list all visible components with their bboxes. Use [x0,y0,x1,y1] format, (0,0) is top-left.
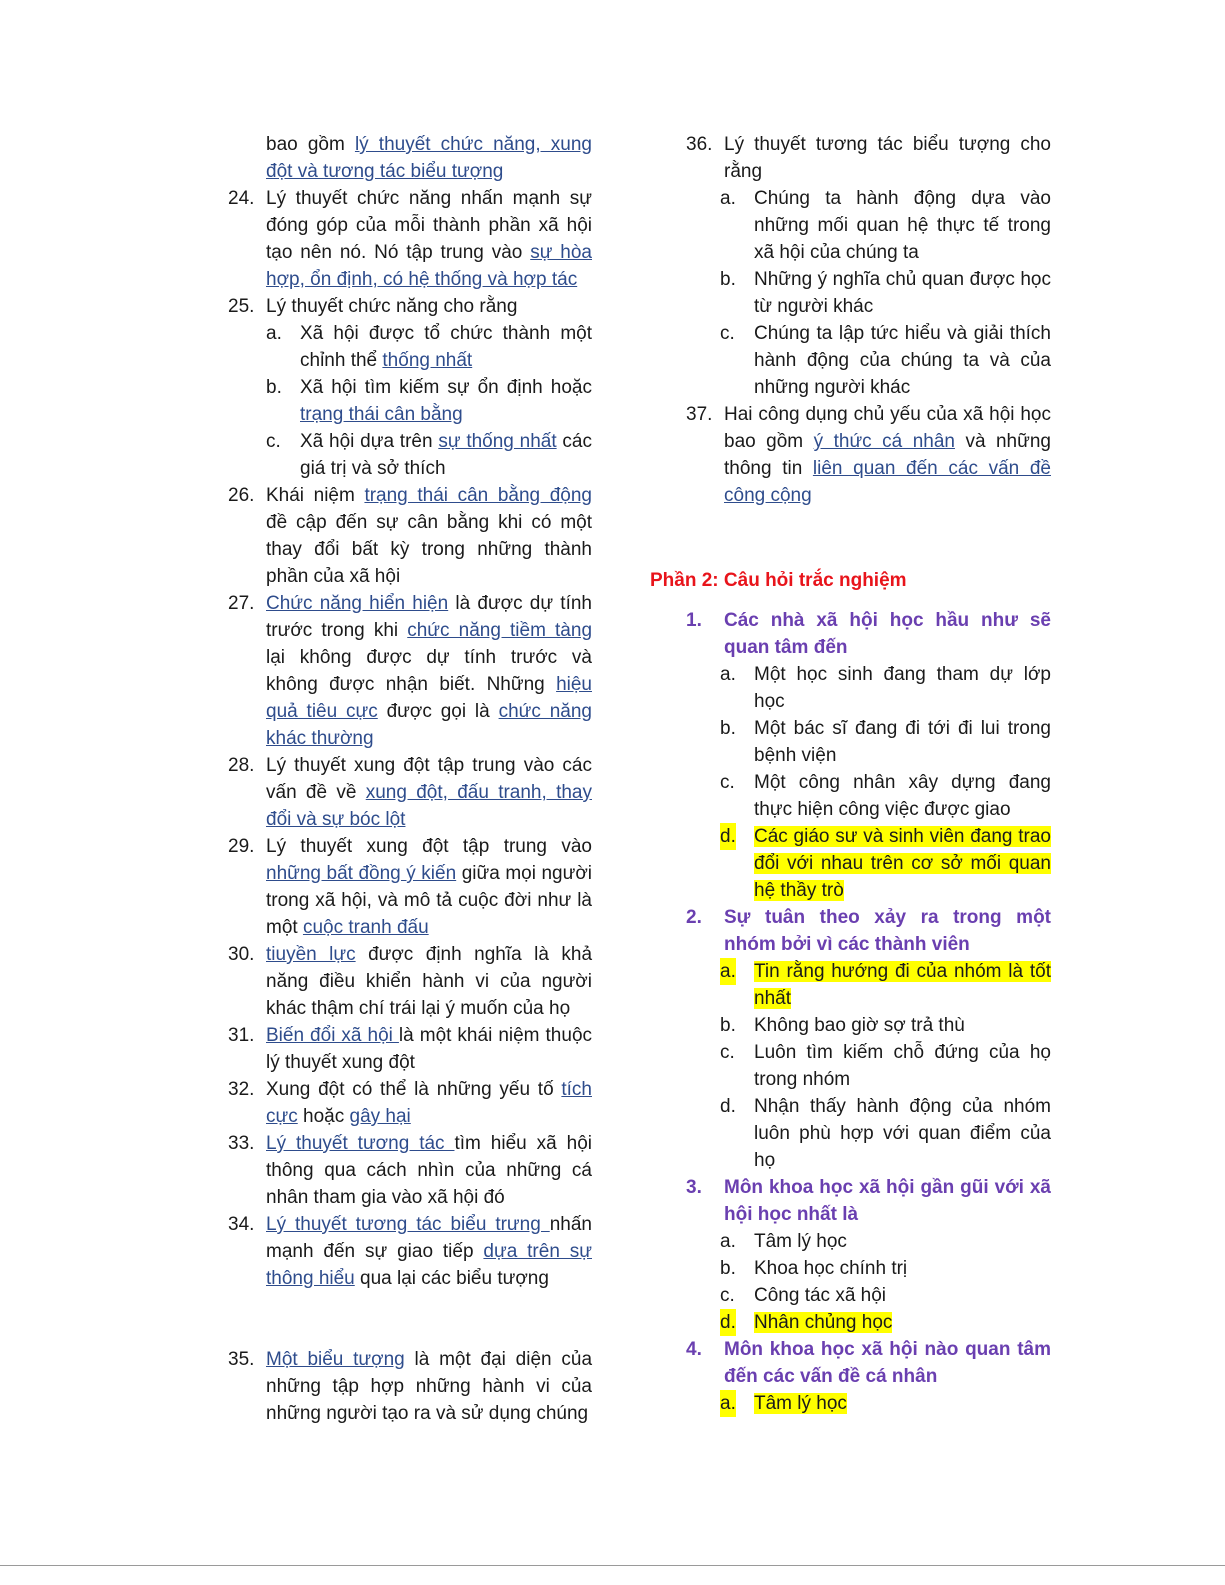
item-number: 36. [686,134,713,155]
item-number: 34. [228,1214,255,1235]
item-text: là được dự tính trước trong khi [266,593,592,641]
option-letter: d. [720,823,736,850]
option-letter: d. [720,1309,736,1336]
option-letter: a. [720,958,736,985]
item-text: Lý thuyết chức năng nhấn mạnh sự đóng góp của mỗi thành phần xã hội tạo nên nó. Nó tập trung vào [266,188,592,263]
sub-text: Xã hội được tổ chức thành một chỉnh thể [300,323,592,371]
item-number: 33. [228,1133,255,1154]
sub-text-tail: các giá trị và sở thích [300,431,592,479]
list-item-37 [686,401,1051,509]
item-answer: những bất đồng ý kiến [266,863,457,884]
sub-item-25c [266,428,592,482]
option-2a-correct [720,958,1051,1012]
option-letter: b. [720,1015,736,1036]
item-number: 30. [228,944,255,965]
option-1c [720,769,1051,823]
sub-answer: trạng thái cân bằng [300,404,463,425]
item-text: và những thông tin [724,431,1051,479]
question-3 [686,1174,1051,1228]
list-item-28 [228,752,592,833]
list-item-32 [228,1076,592,1130]
right-column [650,131,1051,1417]
option-text: Nhân chủng học [754,1312,893,1333]
item-answer: ý thức cá nhân [813,431,955,452]
sub-letter: b. [720,269,736,290]
question-text: Các nhà xã hội học hầu như sẽ quan tâm đến [724,610,1051,658]
option-1a [720,661,1051,715]
item-number: 37. [686,404,713,425]
item-text: hoặc [297,1106,350,1127]
item-text: Lý thuyết tương tác biểu tượng cho rằng [724,134,1051,182]
option-letter: a. [720,1231,736,1252]
list-item-24 [228,185,592,293]
item-number: 25. [228,296,255,317]
option-2b [720,1012,1051,1039]
option-letter: d. [720,1096,736,1117]
option-text: Một học sinh đang tham dự lớp học [754,664,1051,712]
item-answer: tiuyền lực [266,944,356,965]
item-text: là một đại diện của những tập hợp những hành vi của những người tạo ra và sử dụng chúng [266,1349,593,1424]
item-number: 31. [228,1025,255,1046]
item-answer: Lý thuyết tương tác biểu trưng [266,1214,550,1235]
item-text: qua lại các biểu tượng [354,1268,549,1289]
page-bottom-divider [0,1565,1225,1566]
option-text: Không bao giờ sợ trả thù [754,1015,965,1036]
item-number: 26. [228,485,255,506]
list-item-36 [686,131,1051,185]
item-answer: cuộc tranh đấu [302,917,429,938]
question-number: 3. [686,1177,702,1198]
item-answer: xung đột, đấu tranh, thay đổi và sự bóc lột [266,782,592,830]
sub-item-25a [266,320,592,374]
sub-letter: c. [266,431,281,452]
item-answer: Một biểu tượng [266,1349,405,1370]
question-text: Sự tuân theo xảy ra trong một nhóm bởi vì các thành viên [724,907,1051,955]
question-2 [686,904,1051,958]
item-answer: chức năng tiềm tàng [407,620,593,641]
left-column [228,131,592,1427]
option-text: Công tác xã hội [754,1285,887,1306]
item-text: Hai công dụng chủ yếu của xã hội học bao gồm [724,404,1051,452]
question-text: Môn khoa học xã hội gần gũi với xã hội học nhất là [724,1177,1051,1225]
sub-item-25b [266,374,592,428]
list-item-30 [228,941,592,1022]
item-text: nhấn mạnh đến sự giao tiếp [266,1214,592,1262]
item-text: được gọi là [377,701,499,722]
item-answer: Lý thuyết tương tác [266,1133,455,1154]
option-3a [720,1228,1051,1255]
option-4a-correct [720,1390,1051,1417]
sub-text: Chúng ta hành động dựa vào những mối quan hệ thực tế trong xã hội của chúng ta [754,188,1051,263]
intro-paragraph [266,131,592,185]
option-letter: c. [720,772,735,793]
item-text: Lý thuyết xung đột tập trung vào [266,836,592,857]
item-text: Lý thuyết chức năng cho rằng [266,296,518,317]
option-2c [720,1039,1051,1093]
item-answer: gây hại [349,1106,411,1127]
list-item-34 [228,1211,592,1292]
sub-text: Những ý nghĩa chủ quan được học từ người khác [754,269,1051,317]
sub-letter: c. [720,323,735,344]
question-text: Môn khoa học xã hội nào quan tâm đến các vấn đề cá nhân [724,1339,1051,1387]
question-number: 4. [686,1339,702,1360]
question-number: 2. [686,907,702,928]
item-number: 24. [228,188,255,209]
item-text: Lý thuyết xung đột tập trung vào các vấn đề về [266,755,592,803]
section-title: Phần 2: Câu hỏi trắc nghiệm [650,570,907,591]
option-3c [720,1282,1051,1309]
item-answer: Chức năng hiển hiện [266,593,449,614]
question-4 [686,1336,1051,1390]
list-item-26 [228,482,592,590]
item-text: Khái niệm [266,485,365,506]
sub-letter: a. [266,323,282,344]
item-number: 29. [228,836,255,857]
sub-text: Chúng ta lập tức hiểu và giải thích hành động của chúng ta và của những người khác [754,323,1051,398]
item-number: 35. [228,1349,255,1370]
option-text: Một bác sĩ đang đi tới đi lui trong bệnh viện [754,718,1051,766]
intro-text: bao gồm [266,134,355,155]
item-text: giữa mọi người trong xã hội, và mô tả cuộc đời như là một [266,863,593,938]
option-3d-correct [720,1309,1051,1336]
sub-answer: sự thống nhất [438,431,557,452]
item-text: Xung đột có thể là những yếu tố [266,1079,562,1100]
item-number: 27. [228,593,255,614]
sub-letter: b. [266,377,282,398]
sub-text: Xã hội tìm kiếm sự ổn định hoặc [300,377,592,398]
option-text: Tin rằng hướng đi của nhóm là tốt nhất [754,961,1051,1009]
option-1d-correct [720,823,1051,904]
option-text: Tâm lý học [754,1393,847,1414]
sub-item-36a [720,185,1051,266]
option-letter: b. [720,718,736,739]
option-letter: a. [720,1390,736,1417]
option-text: Một công nhân xây dựng đang thực hiện công việc được giao [754,772,1051,820]
list-item-27 [228,590,592,752]
option-letter: c. [720,1285,735,1306]
option-letter: a. [720,664,736,685]
list-item-25 [228,293,592,320]
item-number: 28. [228,755,255,776]
item-answer: Biến đổi xã hội [266,1025,399,1046]
option-3b [720,1255,1051,1282]
item-answer: trạng thái cân bằng động [364,485,592,506]
sub-letter: a. [720,188,736,209]
option-letter: c. [720,1042,735,1063]
sub-text: Xã hội dựa trên [300,431,439,452]
item-answer: chức năng khác thường [266,701,592,749]
option-1b [720,715,1051,769]
list-item-35 [228,1346,592,1427]
item-answer: liên quan đến các vấn đề công cộng [724,458,1051,506]
option-text: Luôn tìm kiếm chỗ đứng của họ trong nhóm [754,1042,1051,1090]
intro-answer: lý thuyết chức năng, xung đột và tương tác biểu tượng [266,134,592,182]
option-text: Khoa học chính trị [754,1258,908,1279]
item-answer: tích cực [266,1079,592,1127]
question-1 [686,607,1051,661]
item-text-tail: đề cập đến sự cân bằng khi có một thay đổi bất kỳ trong những thành phần của xã hội [266,512,592,587]
sub-item-36b [720,266,1051,320]
item-answer: hiệu quả tiêu cực [266,674,592,722]
list-item-33 [228,1130,592,1211]
option-text: Nhận thấy hành động của nhóm luôn phù hợp với quan điểm của họ [754,1096,1051,1171]
list-item-31 [228,1022,592,1076]
option-text: Tâm lý học [754,1231,847,1252]
sub-answer: thống nhất [382,350,473,371]
list-item-29 [228,833,592,941]
option-letter: b. [720,1258,736,1279]
item-text: lại không được dự tính trước và không được nhận biết. Những [266,647,592,695]
option-2d [720,1093,1051,1174]
sub-item-36c [720,320,1051,401]
option-text: Các giáo sư và sinh viên đang trao đổi với nhau trên cơ sở mối quan hệ thầy trò [754,826,1051,901]
item-text: được định nghĩa là khả năng điều khiển hành vi của người khác thậm chí trái lại ý muốn của họ [266,944,593,1019]
item-text: là một khái niệm thuộc lý thuyết xung đột [266,1025,593,1073]
item-number: 32. [228,1079,255,1100]
item-text: tìm hiểu xã hội thông qua cách nhìn của những cá nhân tham gia vào xã hội đó [266,1133,592,1208]
question-number: 1. [686,610,702,631]
item-answer: sự hòa hợp, ổn định, có hệ thống và hợp tác [266,242,593,290]
item-answer: dựa trên sự thông hiểu [266,1241,592,1289]
